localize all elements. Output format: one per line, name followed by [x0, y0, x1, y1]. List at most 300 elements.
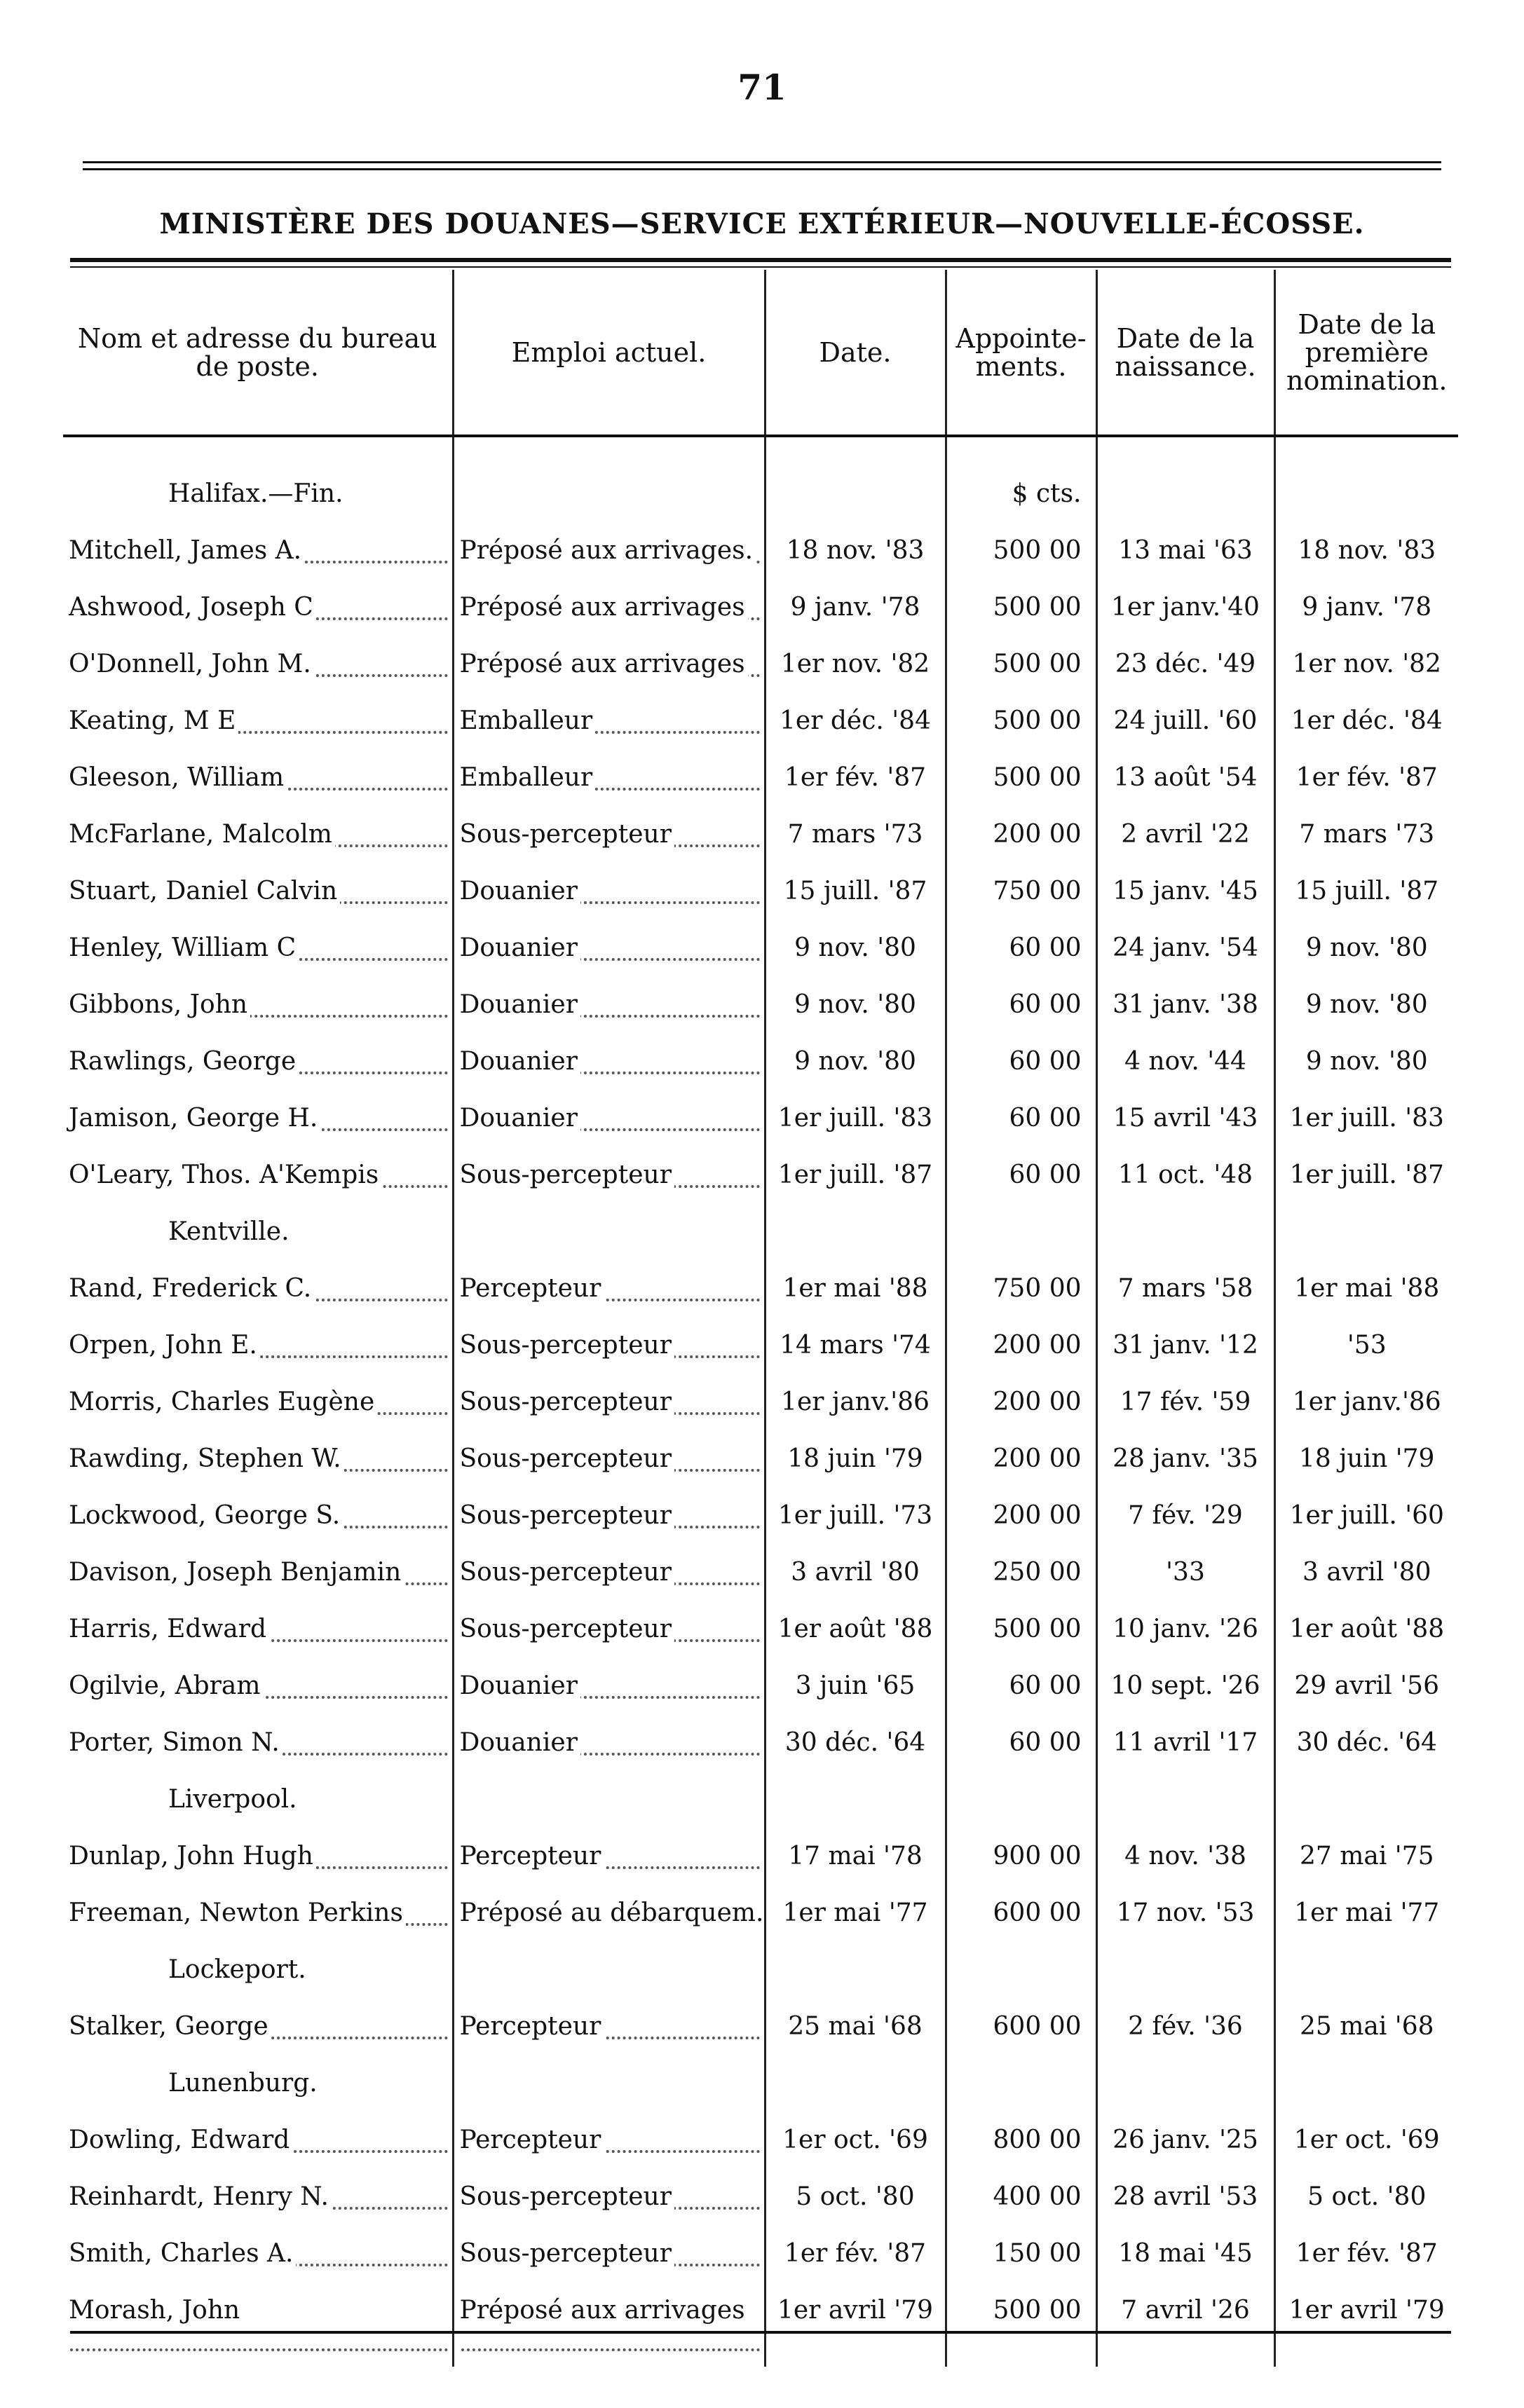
- header-row: [63, 270, 1458, 436]
- position-cell-text: Sous-percepteur: [460, 1444, 674, 1473]
- position-cell-text: Sous-percepteur: [460, 1161, 674, 1189]
- page-title: MINISTÈRE DES DOUANES—SERVICE EXTÉRIEUR—NOUVELLE-ÉCOSSE.: [159, 207, 1365, 240]
- salary-cell: 60 00: [946, 919, 1096, 976]
- salary-cell: 60 00: [946, 976, 1096, 1033]
- date-cell: 9 nov. '80: [765, 919, 946, 976]
- empty-cell: [1274, 2055, 1458, 2112]
- salary-cell: 200 00: [946, 1317, 1096, 1374]
- birth-date-cell: 11 oct. '48: [1096, 1147, 1274, 1203]
- table-row: [63, 976, 1458, 1033]
- top-rule: [83, 161, 1441, 163]
- position-cell: [453, 1714, 765, 1771]
- table-row: [63, 2282, 1458, 2367]
- salary-unit: [946, 1771, 1096, 1828]
- first-appointment-cell: 1er nov. '82: [1274, 636, 1458, 692]
- date-cell: 1er mai '77: [765, 1884, 946, 1941]
- office-name: Lockeport.: [168, 1955, 306, 1984]
- empty-cell: [453, 1771, 765, 1828]
- empty-cell: [765, 1203, 946, 1260]
- salary-cell: 60 00: [946, 1714, 1096, 1771]
- header-name: Nom et adresse du bureau de poste.: [63, 270, 453, 436]
- salary-cell: 60 00: [946, 1090, 1096, 1147]
- title-rule: [70, 258, 1451, 262]
- employee-name-text: Orpen, John E.: [69, 1331, 260, 1360]
- first-appointment-cell: 1er août '88: [1274, 1601, 1458, 1657]
- table-row: [63, 1033, 1458, 1090]
- empty-cell: [1096, 436, 1274, 522]
- birth-date-cell: 2 fév. '36: [1096, 1998, 1274, 2055]
- employee-name: [63, 1317, 453, 1374]
- first-appointment-cell: 9 nov. '80: [1274, 919, 1458, 976]
- position-cell-text: Sous-percepteur: [460, 1331, 674, 1360]
- birth-date-cell: 10 janv. '26: [1096, 1601, 1274, 1657]
- salary-unit: $ cts.: [946, 436, 1096, 522]
- first-appointment-cell: 1er fév. '87: [1274, 749, 1458, 806]
- office-name: Halifax.—Fin.: [168, 479, 343, 508]
- date-cell: 1er janv.'86: [765, 1374, 946, 1430]
- date-cell: 30 déc. '64: [765, 1714, 946, 1771]
- employee-name: [63, 522, 453, 579]
- salary-cell: 750 00: [946, 1260, 1096, 1317]
- first-appointment-cell: 3 avril '80: [1274, 1544, 1458, 1601]
- salary-cell: 800 00: [946, 2112, 1096, 2168]
- employee-name-text: McFarlane, Malcolm: [69, 820, 335, 849]
- salary-cell: 500 00: [946, 579, 1096, 636]
- birth-date-cell: 24 juill. '60: [1096, 692, 1274, 749]
- position-cell-text: Préposé aux arrivages: [460, 593, 748, 622]
- first-appointment-cell: 27 mai '75: [1274, 1828, 1458, 1884]
- header-date: Date.: [765, 270, 946, 436]
- position-cell: [453, 1601, 765, 1657]
- position-cell-text: Douanier: [460, 990, 580, 1019]
- employee-name: [63, 2282, 453, 2367]
- salary-cell: 600 00: [946, 1998, 1096, 2055]
- employee-name: [63, 692, 453, 749]
- date-cell: 1er nov. '82: [765, 636, 946, 692]
- position-cell-text: Percepteur: [460, 2012, 604, 2041]
- employee-name: [63, 579, 453, 636]
- birth-date-cell: 23 déc. '49: [1096, 636, 1274, 692]
- position-cell: [453, 1033, 765, 1090]
- employee-name-text: Rand, Frederick C.: [69, 1274, 314, 1303]
- employee-name-text: Smith, Charles A.: [69, 2239, 296, 2268]
- salary-cell: 60 00: [946, 1033, 1096, 1090]
- birth-date-cell: 17 nov. '53: [1096, 1884, 1274, 1941]
- position-cell: [453, 2225, 765, 2282]
- position-cell-text: Douanier: [460, 1728, 580, 1757]
- employee-name-text: Porter, Simon N.: [69, 1728, 283, 1757]
- birth-date-cell: 7 mars '58: [1096, 1260, 1274, 1317]
- birth-date-cell: 24 janv. '54: [1096, 919, 1274, 976]
- employee-name: [63, 2168, 453, 2225]
- date-cell: 1er juill. '73: [765, 1487, 946, 1544]
- bottom-rule: [70, 2331, 1451, 2334]
- employee-name: [63, 1998, 453, 2055]
- position-cell: [453, 1374, 765, 1430]
- first-appointment-cell: '53: [1274, 1317, 1458, 1374]
- birth-date-cell: 28 avril '53: [1096, 2168, 1274, 2225]
- birth-date-cell: 7 fév. '29: [1096, 1487, 1274, 1544]
- position-cell-text: Préposé aux arrivages: [460, 650, 748, 678]
- table-row: [63, 1884, 1458, 1941]
- table-row: [63, 2168, 1458, 2225]
- position-cell: [453, 1487, 765, 1544]
- employee-name-text: Gleeson, William: [69, 763, 287, 792]
- first-appointment-cell: 7 mars '73: [1274, 806, 1458, 863]
- salary-cell: 500 00: [946, 636, 1096, 692]
- office-heading-row: [63, 1771, 1458, 1828]
- first-appointment-cell: 1er déc. '84: [1274, 692, 1458, 749]
- date-cell: 1er fév. '87: [765, 2225, 946, 2282]
- date-cell: 1er mai '88: [765, 1260, 946, 1317]
- salary-cell: 400 00: [946, 2168, 1096, 2225]
- table-row: [63, 1657, 1458, 1714]
- salary-cell: 200 00: [946, 806, 1096, 863]
- table-row: [63, 692, 1458, 749]
- employee-name-text: Jamison, George H.: [69, 1104, 320, 1133]
- position-cell-text: Emballeur: [460, 706, 596, 735]
- date-cell: 18 nov. '83: [765, 522, 946, 579]
- employee-name-text: Davison, Joseph Benjamin: [69, 1558, 404, 1587]
- date-cell: 9 janv. '78: [765, 579, 946, 636]
- date-cell: 14 mars '74: [765, 1317, 946, 1374]
- employee-name-text: Ogilvie, Abram: [69, 1671, 263, 1700]
- date-cell: 3 avril '80: [765, 1544, 946, 1601]
- employee-name: [63, 1657, 453, 1714]
- empty-cell: [765, 1771, 946, 1828]
- employee-name: [63, 1260, 453, 1317]
- position-cell-text: Percepteur: [460, 1274, 604, 1303]
- first-appointment-cell: 30 déc. '64: [1274, 1714, 1458, 1771]
- employee-name: [63, 1601, 453, 1657]
- employee-name-text: Freeman, Newton Perkins: [69, 1899, 406, 1927]
- employee-name: [63, 919, 453, 976]
- salary-cell: 60 00: [946, 1147, 1096, 1203]
- position-cell: [453, 1260, 765, 1317]
- header-salary: Appointe-ments.: [946, 270, 1096, 436]
- position-cell: [453, 749, 765, 806]
- position-cell-text: Douanier: [460, 1104, 580, 1133]
- birth-date-cell: 11 avril '17: [1096, 1714, 1274, 1771]
- birth-date-cell: 1er janv.'40: [1096, 579, 1274, 636]
- header-position: Emploi actuel.: [453, 270, 765, 436]
- table-body: [63, 436, 1458, 2367]
- first-appointment-cell: 18 juin '79: [1274, 1430, 1458, 1487]
- empty-cell: [453, 436, 765, 522]
- date-cell: 1er oct. '69: [765, 2112, 946, 2168]
- table-row: [63, 1601, 1458, 1657]
- position-cell-text: Préposé au débarquem.: [460, 1899, 766, 1927]
- empty-cell: [453, 1203, 765, 1260]
- empty-cell: [1096, 1941, 1274, 1998]
- office-heading-row: [63, 2055, 1458, 2112]
- table-row: [63, 806, 1458, 863]
- position-cell: [453, 522, 765, 579]
- table-row: [63, 636, 1458, 692]
- table-row: [63, 2112, 1458, 2168]
- salary-cell: 500 00: [946, 522, 1096, 579]
- employee-name-text: Rawlings, George: [69, 1047, 299, 1076]
- employee-name-text: Gibbons, John: [69, 990, 250, 1019]
- position-cell-text: Sous-percepteur: [460, 820, 674, 849]
- empty-cell: [1096, 1203, 1274, 1260]
- table-row: [63, 1998, 1458, 2055]
- birth-date-cell: 13 août '54: [1096, 749, 1274, 806]
- salary-cell: 150 00: [946, 2225, 1096, 2282]
- birth-date-cell: 18 mai '45: [1096, 2225, 1274, 2282]
- salary-unit: [946, 1203, 1096, 1260]
- employee-name: [63, 976, 453, 1033]
- header-birth: Date de la naissance.: [1096, 270, 1274, 436]
- birth-date-cell: 4 nov. '44: [1096, 1033, 1274, 1090]
- empty-cell: [1096, 1771, 1274, 1828]
- date-cell: 5 oct. '80: [765, 2168, 946, 2225]
- table-row: [63, 579, 1458, 636]
- employee-name: [63, 636, 453, 692]
- position-cell-text: Sous-percepteur: [460, 1388, 674, 1416]
- date-cell: 18 juin '79: [765, 1430, 946, 1487]
- position-cell: [453, 636, 765, 692]
- table-row: [63, 1828, 1458, 1884]
- top-rule-double: [83, 168, 1441, 170]
- birth-date-cell: 4 nov. '38: [1096, 1828, 1274, 1884]
- position-cell-text: Emballeur: [460, 763, 596, 792]
- position-cell-text: Douanier: [460, 933, 580, 962]
- first-appointment-cell: 5 oct. '80: [1274, 2168, 1458, 2225]
- position-cell: [453, 2168, 765, 2225]
- office-name: Liverpool.: [168, 1785, 297, 1814]
- employee-name-text: Morash, John: [69, 2296, 243, 2325]
- first-appointment-cell: 9 nov. '80: [1274, 1033, 1458, 1090]
- table-row: [63, 1374, 1458, 1430]
- table-row: [63, 1487, 1458, 1544]
- table-row: [63, 919, 1458, 976]
- table-row: [63, 1544, 1458, 1601]
- birth-date-cell: 28 janv. '35: [1096, 1430, 1274, 1487]
- employee-name-text: Henley, William C: [69, 933, 299, 962]
- position-cell-text: Douanier: [460, 877, 580, 905]
- employee-name: [63, 2112, 453, 2168]
- table-row: [63, 749, 1458, 806]
- employee-name-text: O'Leary, Thos. A'Kempis: [69, 1161, 381, 1189]
- date-cell: 1er déc. '84: [765, 692, 946, 749]
- first-appointment-cell: 29 avril '56: [1274, 1657, 1458, 1714]
- office-heading-row: [63, 1941, 1458, 1998]
- personnel-table: [63, 270, 1458, 2367]
- empty-cell: [1096, 2055, 1274, 2112]
- date-cell: 9 nov. '80: [765, 1033, 946, 1090]
- table-row: [63, 522, 1458, 579]
- position-cell: [453, 2282, 765, 2367]
- employee-name-text: Lockwood, George S.: [69, 1501, 343, 1530]
- first-appointment-cell: 1er mai '88: [1274, 1260, 1458, 1317]
- position-cell-text: Préposé aux arrivages.: [460, 536, 756, 565]
- position-cell: [453, 1147, 765, 1203]
- empty-cell: [765, 2055, 946, 2112]
- employee-name-text: Dunlap, John Hugh: [69, 1842, 316, 1870]
- title-rule-thin: [70, 266, 1451, 268]
- birth-date-cell: 17 fév. '59: [1096, 1374, 1274, 1430]
- date-cell: 15 juill. '87: [765, 863, 946, 919]
- employee-name-text: O'Donnell, John M.: [69, 650, 314, 678]
- position-cell: [453, 1828, 765, 1884]
- first-appointment-cell: 1er juill. '60: [1274, 1487, 1458, 1544]
- first-appointment-cell: 1er fév. '87: [1274, 2225, 1458, 2282]
- date-cell: 1er fév. '87: [765, 749, 946, 806]
- empty-cell: [765, 1941, 946, 1998]
- first-appointment-cell: 1er juill. '87: [1274, 1147, 1458, 1203]
- first-appointment-cell: 1er avril '79: [1274, 2282, 1458, 2367]
- first-appointment-cell: 1er mai '77: [1274, 1884, 1458, 1941]
- table-row: [63, 2225, 1458, 2282]
- empty-cell: [1274, 1203, 1458, 1260]
- first-appointment-cell: 25 mai '68: [1274, 1998, 1458, 2055]
- date-cell: 3 juin '65: [765, 1657, 946, 1714]
- date-cell: 1er août '88: [765, 1601, 946, 1657]
- office-name: Lunenburg.: [168, 2069, 318, 2098]
- table-row: [63, 1714, 1458, 1771]
- employee-name: [63, 1430, 453, 1487]
- position-cell-text: Douanier: [460, 1047, 580, 1076]
- birth-date-cell: 31 janv. '12: [1096, 1317, 1274, 1374]
- date-cell: 9 nov. '80: [765, 976, 946, 1033]
- first-appointment-cell: 9 janv. '78: [1274, 579, 1458, 636]
- position-cell-text: Douanier: [460, 1671, 580, 1700]
- empty-cell: [453, 1941, 765, 1998]
- empty-cell: [1274, 1941, 1458, 1998]
- salary-cell: 60 00: [946, 1657, 1096, 1714]
- first-appointment-cell: 18 nov. '83: [1274, 522, 1458, 579]
- position-cell-text: Sous-percepteur: [460, 2182, 674, 2211]
- employee-name: [63, 1033, 453, 1090]
- salary-cell: 500 00: [946, 749, 1096, 806]
- date-cell: 25 mai '68: [765, 1998, 946, 2055]
- employee-name-text: Reinhardt, Henry N.: [69, 2182, 332, 2211]
- position-cell: [453, 1544, 765, 1601]
- employee-name: [63, 1147, 453, 1203]
- birth-date-cell: 13 mai '63: [1096, 522, 1274, 579]
- birth-date-cell: 26 janv. '25: [1096, 2112, 1274, 2168]
- birth-date-cell: 2 avril '22: [1096, 806, 1274, 863]
- position-cell-text: Sous-percepteur: [460, 2239, 674, 2268]
- position-cell: [453, 1317, 765, 1374]
- employee-name-text: Morris, Charles Eugène: [69, 1388, 377, 1416]
- employee-name-text: Stalker, George: [69, 2012, 271, 2041]
- position-cell-text: Sous-percepteur: [460, 1501, 674, 1530]
- salary-cell: 200 00: [946, 1374, 1096, 1430]
- header-first-appointment: Date de la première nomination.: [1274, 270, 1458, 436]
- salary-cell: 200 00: [946, 1430, 1096, 1487]
- position-cell-text: Préposé aux arrivages: [460, 2296, 748, 2325]
- date-cell: 7 mars '73: [765, 806, 946, 863]
- position-cell: [453, 919, 765, 976]
- date-cell: 1er juill. '83: [765, 1090, 946, 1147]
- employee-name: [63, 1090, 453, 1147]
- birth-date-cell: 15 janv. '45: [1096, 863, 1274, 919]
- employee-name-text: Rawding, Stephen W.: [69, 1444, 344, 1473]
- position-cell: [453, 579, 765, 636]
- birth-date-cell: 10 sept. '26: [1096, 1657, 1274, 1714]
- office-heading-row: [63, 1203, 1458, 1260]
- employee-name: [63, 863, 453, 919]
- employee-name: [63, 1714, 453, 1771]
- employee-name-text: Mitchell, James A.: [69, 536, 304, 565]
- employee-name: [63, 749, 453, 806]
- employee-name: [63, 1544, 453, 1601]
- salary-cell: 900 00: [946, 1828, 1096, 1884]
- employee-name: [63, 1884, 453, 1941]
- employee-name-text: Harris, Edward: [69, 1615, 269, 1643]
- salary-cell: 250 00: [946, 1544, 1096, 1601]
- position-cell: [453, 1090, 765, 1147]
- empty-cell: [453, 2055, 765, 2112]
- employee-name: [63, 1374, 453, 1430]
- table-row: [63, 1430, 1458, 1487]
- position-cell: [453, 692, 765, 749]
- position-cell: [453, 806, 765, 863]
- employee-name: [63, 2225, 453, 2282]
- position-cell: [453, 976, 765, 1033]
- salary-cell: 500 00: [946, 692, 1096, 749]
- table-row: [63, 1147, 1458, 1203]
- salary-cell: 600 00: [946, 1884, 1096, 1941]
- position-cell-text: Sous-percepteur: [460, 1615, 674, 1643]
- birth-date-cell: 15 avril '43: [1096, 1090, 1274, 1147]
- employee-name: [63, 1828, 453, 1884]
- date-cell: 1er avril '79: [765, 2282, 946, 2367]
- position-cell-text: Sous-percepteur: [460, 1558, 674, 1587]
- position-cell: [453, 1430, 765, 1487]
- employee-name-text: Ashwood, Joseph C: [69, 593, 316, 622]
- employee-name-text: Stuart, Daniel Calvin: [69, 877, 340, 905]
- date-cell: 17 mai '78: [765, 1828, 946, 1884]
- salary-cell: 500 00: [946, 1601, 1096, 1657]
- position-cell-text: Percepteur: [460, 1842, 604, 1870]
- office-name: Kentville.: [168, 1217, 290, 1246]
- employee-name: [63, 806, 453, 863]
- first-appointment-cell: 1er janv.'86: [1274, 1374, 1458, 1430]
- date-cell: 1er juill. '87: [765, 1147, 946, 1203]
- first-appointment-cell: 9 nov. '80: [1274, 976, 1458, 1033]
- empty-cell: [1274, 436, 1458, 522]
- table-row: [63, 1317, 1458, 1374]
- position-cell: [453, 1884, 765, 1941]
- page-number: 71: [737, 67, 787, 108]
- birth-date-cell: 31 janv. '38: [1096, 976, 1274, 1033]
- employee-name: [63, 1487, 453, 1544]
- salary-unit: [946, 2055, 1096, 2112]
- table-row: [63, 1260, 1458, 1317]
- birth-date-cell: '33: [1096, 1544, 1274, 1601]
- empty-cell: [765, 436, 946, 522]
- salary-cell: 200 00: [946, 1487, 1096, 1544]
- table-row: [63, 1090, 1458, 1147]
- first-appointment-cell: 1er oct. '69: [1274, 2112, 1458, 2168]
- birth-date-cell: 7 avril '26: [1096, 2282, 1274, 2367]
- first-appointment-cell: 15 juill. '87: [1274, 863, 1458, 919]
- position-cell-text: Percepteur: [460, 2126, 604, 2154]
- position-cell: [453, 2112, 765, 2168]
- office-heading-row: [63, 436, 1458, 522]
- table-row: [63, 863, 1458, 919]
- position-cell: [453, 863, 765, 919]
- salary-unit: [946, 1941, 1096, 1998]
- empty-cell: [1274, 1771, 1458, 1828]
- salary-cell: 500 00: [946, 2282, 1096, 2367]
- employee-name-text: Keating, M E: [69, 706, 238, 735]
- position-cell: [453, 1657, 765, 1714]
- position-cell: [453, 1998, 765, 2055]
